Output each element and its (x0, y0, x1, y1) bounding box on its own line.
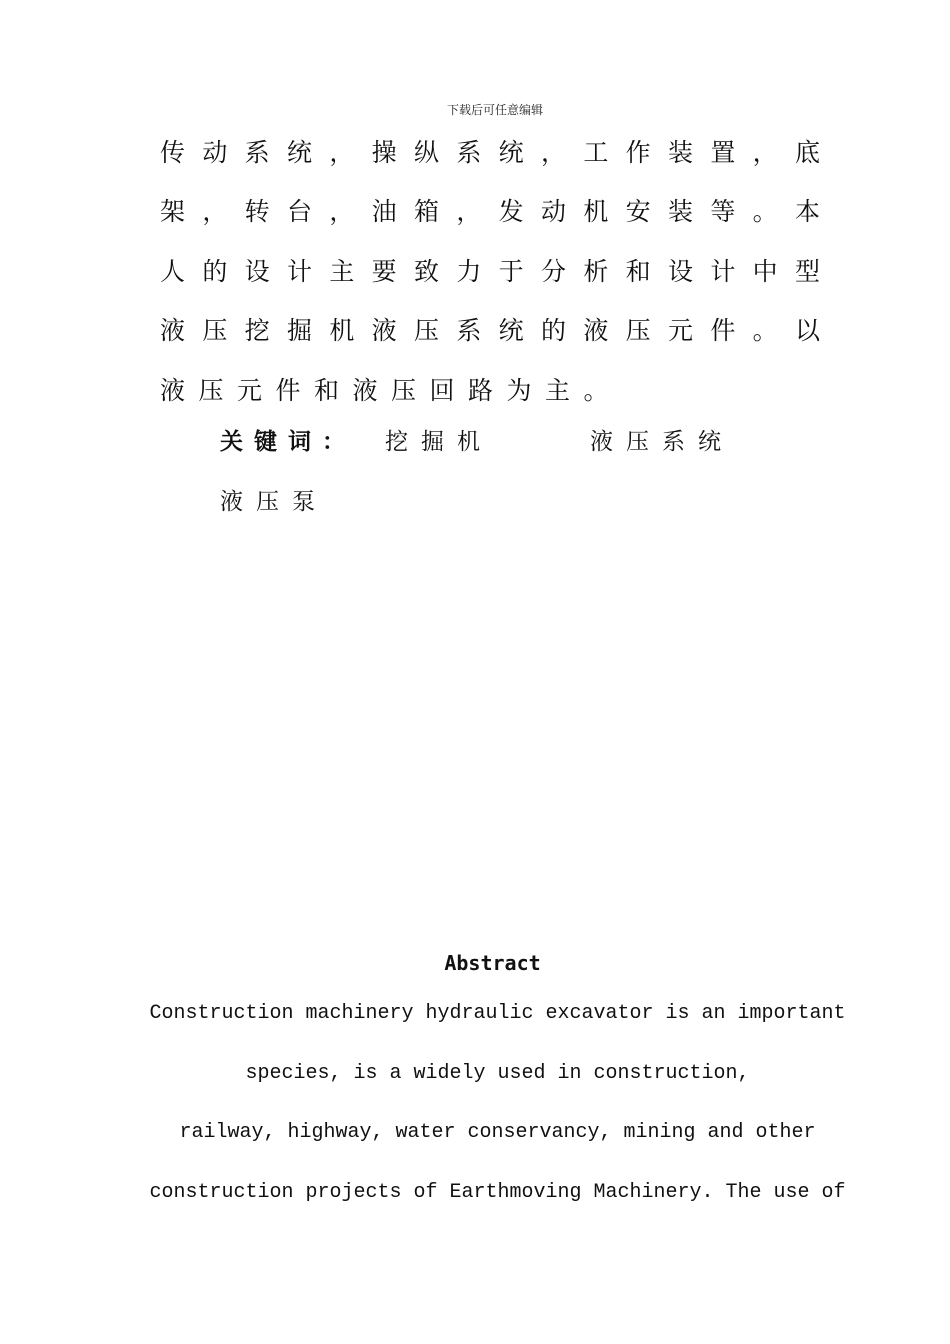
keyword-item: 挖掘机 (385, 429, 493, 455)
keywords-label: 关键词： (220, 429, 356, 455)
keyword-item: 液压泵 (220, 489, 328, 515)
abstract-line: construction projects of Earthmoving Machinery. The use of (149, 1181, 846, 1204)
abstract-title: Abstract (444, 951, 541, 975)
body-line: 架，转台，油箱，发动机安装等。本 (160, 197, 820, 226)
body-line: 人的设计主要致力于分析和设计中型 (160, 257, 820, 286)
body-line: 液压元件和液压回路为主。 (160, 376, 623, 405)
abstract-line: Construction machinery hydraulic excavator is an important (149, 1002, 846, 1025)
abstract-line: species, is a widely used in construction, (245, 1062, 750, 1085)
keyword-item: 液压系统 (590, 429, 734, 455)
abstract-line: railway, highway, water conservancy, mining and other (179, 1121, 816, 1144)
header-note: 下载后可任意编辑 (446, 103, 543, 117)
body-line: 传动系统，操纵系统，工作装置，底 (160, 138, 820, 167)
body-line: 液压挖掘机液压系统的液压元件。以 (160, 316, 820, 345)
